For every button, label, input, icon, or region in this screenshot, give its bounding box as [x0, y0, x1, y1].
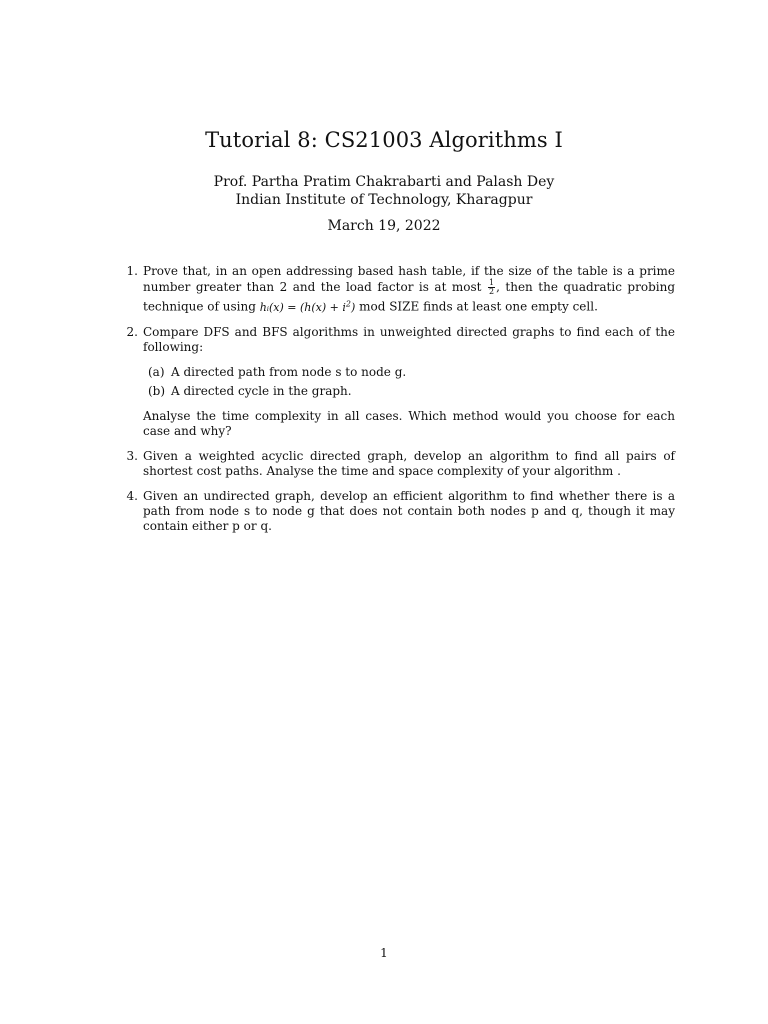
- question-list: [120, 264, 675, 544]
- question-2: [120, 325, 675, 439]
- institution-line: Indian Institute of Technology, Kharagpur: [235, 192, 533, 208]
- page-number: 1: [380, 946, 388, 960]
- question-text: Compare DFS and BFS algorithms in unweighted directed graphs to find each of the following:: [143, 324, 675, 354]
- formula-main: hᵢ(x) = (h(x) + i: [259, 300, 346, 314]
- authors-line: Prof. Partha Pratim Chakrabarti and Palash Dey: [213, 174, 555, 190]
- document-date: March 19, 2022: [327, 218, 441, 234]
- question-text: Given a weighted acyclic directed graph, develop an algorithm to find all pairs of shortest cost paths. Analyse the time and space complexity of your algorithm .: [143, 448, 675, 478]
- question-number: 3.: [126, 448, 138, 463]
- question-text: mod SIZE finds at least one empty cell.: [355, 299, 598, 314]
- question-number: 2.: [126, 324, 138, 339]
- subquestion-b: [143, 384, 675, 399]
- author-block: [0, 173, 768, 209]
- subquestion-label: (b): [148, 383, 166, 398]
- fraction-denominator: 2: [488, 287, 495, 296]
- question-text: Given an undirected graph, develop an efficient algorithm to find whether there is a path from node s to node g that does not contain both nodes p and q, though it may contain either p or q.: [143, 488, 675, 533]
- subquestion-a: [143, 365, 675, 380]
- question-3: [120, 449, 675, 479]
- question-number: 1.: [126, 264, 138, 278]
- question-1: [120, 264, 675, 315]
- probing-formula: [260, 301, 356, 314]
- document-title: Tutorial 8: CS21003 Algorithms I: [205, 128, 563, 152]
- subquestion-text: A directed path from node s to node g.: [171, 364, 407, 379]
- question-followup: Analyse the time complexity in all cases. Which method would you choose for each case and why?: [143, 408, 675, 438]
- subquestion-text: A directed cycle in the graph.: [171, 383, 352, 398]
- question-text: Prove that, in an open addressing based hash table, if the size of the table is a prime number greater than 2 and the load factor is at most: [143, 264, 675, 294]
- question-number: 4.: [126, 488, 138, 503]
- fraction-numerator: 1: [488, 278, 495, 287]
- question-text: , then the quadratic probing technique of using: [143, 280, 675, 314]
- formula-close: ): [350, 300, 356, 314]
- question-4: [120, 489, 675, 534]
- formula-exponent: 2: [345, 299, 351, 308]
- fraction-one-half: [488, 279, 495, 296]
- subquestion-label: (a): [148, 364, 165, 379]
- subquestion-list: [143, 365, 675, 399]
